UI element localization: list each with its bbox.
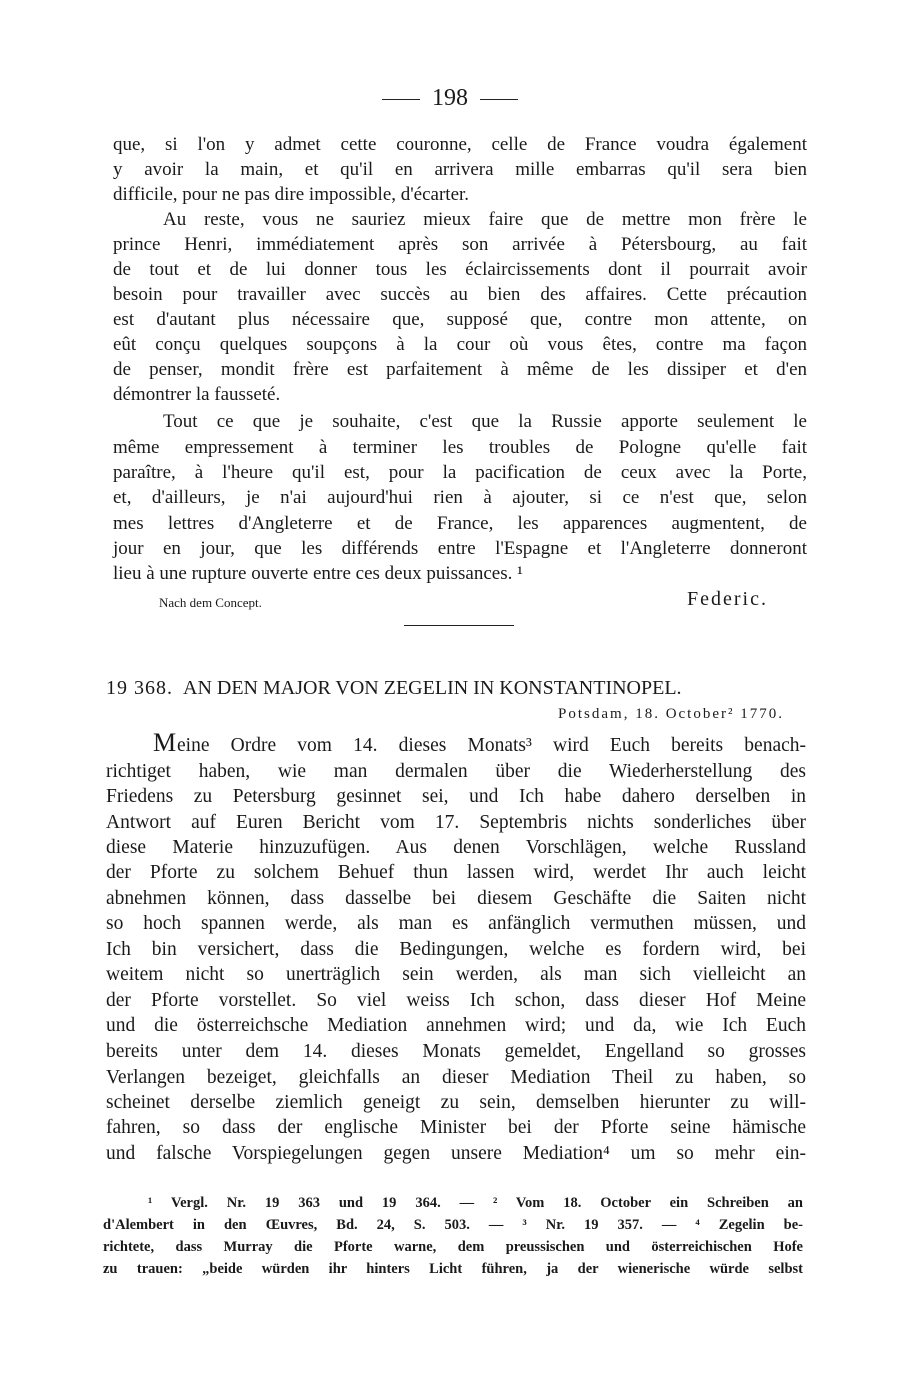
- text-line: mes lettres d'Angleterre et de France, les apparences augmentent, de: [113, 513, 807, 534]
- initial-letter: M: [153, 728, 177, 757]
- text-line: eût conçu quelques soupçons à la cour où vous êtes, contre ma façon: [113, 334, 807, 355]
- text-line: jour en jour, que les différends entre l'Espagne et l'Angleterre donneront: [113, 538, 807, 559]
- signature: Federic.: [687, 588, 768, 610]
- text-line: paraître, à l'heure qu'il est, pour la pacification de ceux avec la Porte,: [113, 462, 807, 483]
- page-number-dash-left: [382, 99, 420, 100]
- text-line: y avoir la main, et qu'il en arrivera mille embarras qu'il sera bien: [113, 159, 807, 180]
- section-divider: [404, 625, 514, 626]
- footnote-line: ¹ Vergl. Nr. 19 363 und 19 364. — ² Vom 18. October ein Schreiben an: [148, 1195, 803, 1211]
- text-line: [153, 728, 806, 758]
- text-line: Tout ce que je souhaite, c'est que la Russie apporte seulement le: [163, 411, 807, 432]
- text-line: Ich bin versichert, dass die Bedingungen, welche es fordern wird, bei: [106, 939, 806, 960]
- text-line: richtiget haben, wie man dermalen über die Wiederherstellung des: [106, 761, 806, 782]
- text-line: abnehmen können, dass dasselbe bei diesem Geschäfte die Saiten nicht: [106, 888, 806, 909]
- text-line: und die österreichsche Mediation annehmen wird; und da, wie Ich Euch: [106, 1015, 806, 1036]
- text-line: der Pforte vorstellet. So viel weiss Ich schon, dass dieser Hof Meine: [106, 990, 806, 1011]
- text-line: difficile, pour ne pas dire impossible, d'écarter.: [113, 184, 470, 205]
- footnote-line: zu trauen: „beide würden ihr hinters Licht führen, ja der wienerische würde selbst: [103, 1261, 803, 1277]
- text-line: Friedens zu Petersburg gesinnet sei, und Ich habe dahero derselben in: [106, 786, 806, 807]
- letter-number: 19 368.: [106, 677, 173, 699]
- text-line: que, si l'on y admet cette couronne, celle de France voudra également: [113, 134, 807, 155]
- text-line: scheinet derselbe ziemlich geneigt zu sein, demselben hierunter zu will-: [106, 1092, 806, 1113]
- page-number: [0, 84, 900, 112]
- text-line: der Pforte zu solchem Behuef thun lassen wird, werdet Ihr auch leicht: [106, 862, 806, 883]
- text-line: bereits unter dem 14. dieses Monats gemeldet, Engelland so grosses: [106, 1041, 806, 1062]
- letter-dateline: Potsdam, 18. October² 1770.: [558, 706, 784, 722]
- text-line: et, d'ailleurs, je n'ai aujourd'hui rien à ajouter, si ce n'est que, selon: [113, 487, 807, 508]
- letter-title: AN DEN MAJOR VON ZEGELIN IN KONSTANTINOPEL.: [183, 677, 682, 699]
- text-line: diese Materie hinzuzufügen. Aus denen Vorschlägen, welche Russland: [106, 837, 806, 858]
- text-line: de tout et de lui donner tous les éclaircissements dont il pourrait avoir: [113, 259, 807, 280]
- text-line: so hoch spannen werde, als man es anfänglich vermuthen müssen, und: [106, 913, 806, 934]
- text-line: démontrer la fausseté.: [113, 384, 281, 405]
- text-line: lieu à une rupture ouverte entre ces deux puissances. ¹: [113, 563, 523, 584]
- text-line: même empressement à terminer les troubles de Pologne qu'elle fait: [113, 437, 807, 458]
- text-line: est d'autant plus nécessaire que, supposé que, contre mon attente, on: [113, 309, 807, 330]
- page-number-text: 198: [432, 85, 468, 111]
- text-line: Antwort auf Euren Bericht vom 17. Septembris nichts sonderliches über: [106, 812, 806, 833]
- text-line-content: eine Ordre vom 14. dieses Monats³ wird Euch bereits benach-: [177, 735, 806, 756]
- page-number-dash-right: [480, 99, 518, 100]
- text-line: fahren, so dass der englische Minister bei der Pforte seine hämische: [106, 1117, 806, 1138]
- text-line: Au reste, vous ne sauriez mieux faire que de mettre mon frère le: [163, 209, 807, 230]
- source-note: Nach dem Concept.: [159, 595, 262, 610]
- footnote-line: richtete, dass Murray die Pforte warne, dem preussischen und österreichischen Hofe: [103, 1239, 803, 1255]
- text-line: prince Henri, immédiatement après son arrivée à Pétersbourg, au fait: [113, 234, 807, 255]
- text-line: besoin pour travailler avec succès au bien des affaires. Cette précaution: [113, 284, 807, 305]
- footnote-line: d'Alembert in den Œuvres, Bd. 24, S. 503. — ³ Nr. 19 357. — ⁴ Zegelin be-: [103, 1217, 803, 1233]
- text-line: weitem nicht so unerträglich sein werden, als man sich vielleicht an: [106, 964, 806, 985]
- text-line: und falsche Vorspiegelungen gegen unsere Mediation⁴ um so mehr ein-: [106, 1143, 806, 1164]
- text-line: Verlangen bezeiget, gleichfalls an dieser Mediation Theil zu haben, so: [106, 1067, 806, 1088]
- letter-2-heading: [106, 676, 806, 700]
- text-line: de penser, mondit frère est parfaitement à même de les dissiper et d'en: [113, 359, 807, 380]
